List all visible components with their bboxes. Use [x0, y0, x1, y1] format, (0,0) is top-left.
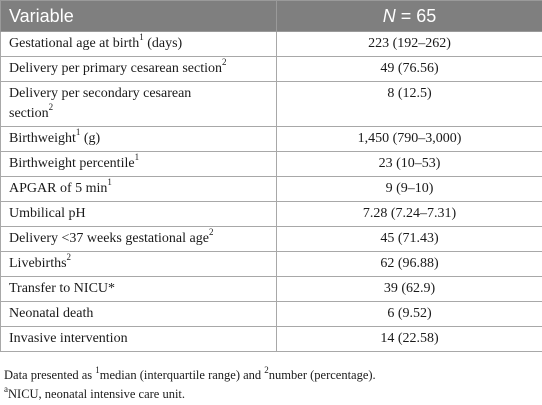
header-n-value: = 65 [400, 5, 437, 26]
row-value: 223 (192–262) [277, 32, 542, 57]
row-label: Livebirths$^2$ [1, 252, 277, 277]
table-row [1, 302, 542, 327]
row-label: APGAR of 5 $\min^1$ [1, 177, 277, 202]
table-row [1, 57, 542, 82]
row-value: 7.28 (7.24–7.31) [277, 202, 542, 227]
header-n-symbol: N [382, 5, 396, 26]
header-row [1, 1, 542, 32]
row-label: Birthweight$^1$ (g) [1, 127, 277, 152]
row-value: 62 (96.88) [277, 252, 542, 277]
row-label: Delivery <37 weeks gestational age$^2$ [1, 227, 277, 252]
table-row [1, 32, 542, 57]
row-value: 9 (9–10) [277, 177, 542, 202]
row-value: 6 (9.52) [277, 302, 542, 327]
table-row [1, 202, 542, 227]
table-row [1, 127, 542, 152]
row-value: 45 (71.43) [277, 227, 542, 252]
table-row [1, 152, 542, 177]
row-label: Delivery per primary cesarean section$^2$ [1, 57, 277, 82]
table-footnotes [4, 366, 538, 404]
row-value: 39 (62.9) [277, 277, 542, 302]
header-n [277, 1, 542, 32]
row-label: Birthweight percentile$^1$ [1, 152, 277, 177]
table-row [1, 277, 542, 302]
row-value: 1,450 (790–3,000) [277, 127, 542, 152]
table-row [1, 82, 542, 127]
footnote-abbreviation: $^a$NICU, neonatal intensive care unit. [4, 383, 186, 401]
row-value: 14 (22.58) [277, 327, 542, 352]
row-label: Neonatal death [1, 302, 277, 327]
row-label: Gestational age at birth$^1$ (days) [1, 32, 277, 57]
table-row [1, 252, 542, 277]
row-label: Delivery per secondary cesarean section$^2$ [1, 82, 277, 127]
table-row [1, 327, 542, 352]
row-label: Transfer to NICU* [1, 277, 277, 302]
row-value: 8 (12.5) [277, 82, 542, 127]
footnote-definitions: Data presented as $^1$median (interquartile range) and $^2$number (percentage). [4, 364, 376, 382]
header-variable: Variable [1, 1, 277, 32]
table-row [1, 177, 542, 202]
row-label: Umbilical pH [1, 202, 277, 227]
row-value: 49 (76.56) [277, 57, 542, 82]
table-row [1, 227, 542, 252]
row-label: Invasive intervention [1, 327, 277, 352]
row-value: 23 (10–53) [277, 152, 542, 177]
